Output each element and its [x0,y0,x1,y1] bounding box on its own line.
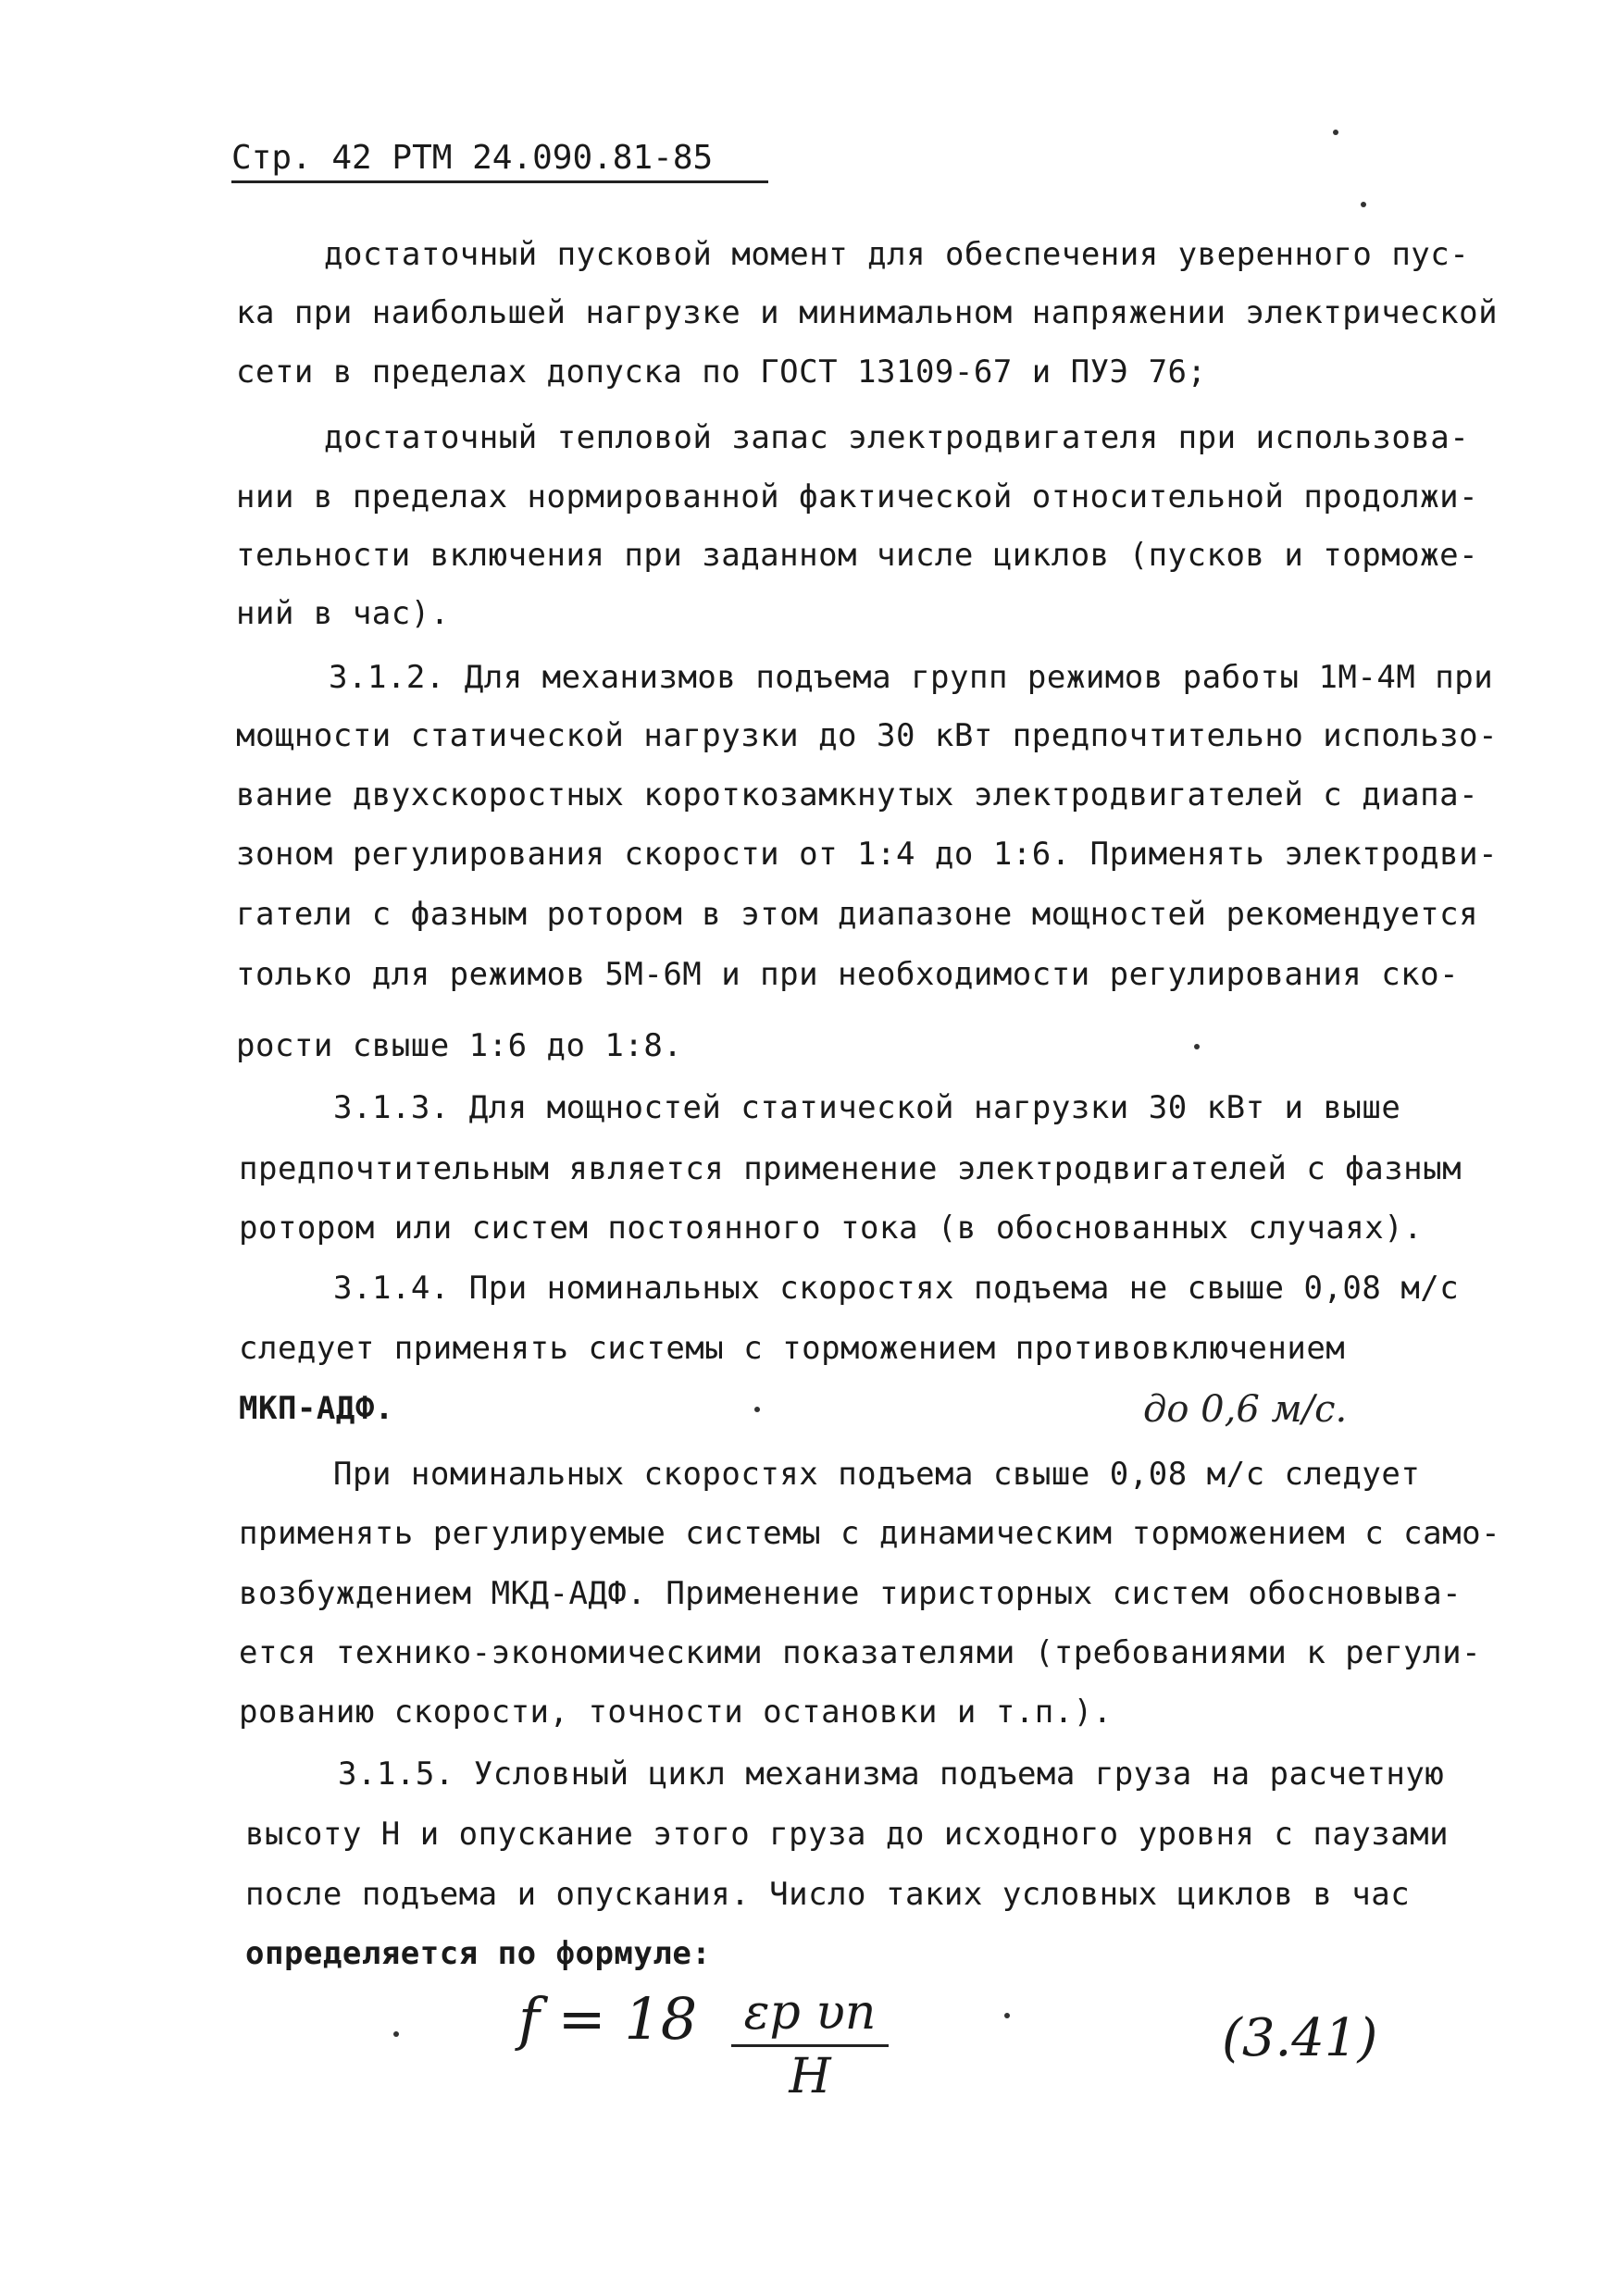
text-line: ка при наибольшей нагрузке и минимальном напряжении электрической [236,294,1499,331]
text-line: только для режимов 5М-6М и при необходимости регулирования ско- [236,956,1460,993]
text-line: применять регулируемые системы с динамическим торможением с само- [239,1515,1501,1552]
text-line: 3.1.5. Условный цикл механизма подъема груза на расчетную [338,1756,1445,1793]
text-line: определяется по формуле: [245,1935,712,1972]
formula-numerator: εр υп [731,1985,889,2047]
scan-speck [1194,1044,1200,1049]
text-line: нии в пределах нормированной фактической относительной продолжи- [236,478,1479,515]
text-line: тельности включения при заданном числе циклов (пусков и торможе- [236,537,1479,574]
formula-number: (3.41) [1222,2008,1378,2068]
page-header: Стр. 42 РТМ 24.090.81-85 [231,139,768,183]
formula-denominator: H [789,2049,831,2104]
scan-speck [1004,2013,1010,2018]
text-line: При номинальных скоростях подъема свыше 0,08 м/с следует [333,1456,1421,1493]
text-line: возбуждением МКД-АДФ. Применение тиристорных систем обосновыва- [239,1575,1462,1612]
text-line: высоту Н и опускание этого груза до исходного уровня с паузами [245,1816,1450,1853]
text-line: следует применять системы с торможением противовключением [239,1330,1346,1367]
text-line: ется технико-экономическими показателями (требованиями к регули- [239,1634,1482,1671]
scan-speck [1333,130,1338,135]
text-line: мощности статической нагрузки до 30 кВт предпочтительно использо- [236,717,1499,754]
text-line: рованию скорости, точности остановки и т.п.). [239,1694,1113,1731]
text-line: 3.1.3. Для мощностей статической нагрузки 30 кВт и выше [333,1089,1401,1126]
scan-speck [1361,202,1366,207]
formula-fraction [731,1985,889,2104]
text-line: МКП-АДФ. [239,1390,394,1427]
text-line: достаточный пусковой момент для обеспечения уверенного пус- [324,236,1470,273]
text-line: ротором или систем постоянного тока (в обоснованных случаях). [239,1210,1424,1247]
text-line: предпочтительным является применение электродвигателей с фазным [239,1150,1462,1187]
text-line: 3.1.4. При номинальных скоростях подъема не свыше 0,08 м/с [333,1270,1460,1307]
text-line: достаточный тепловой запас электродвигателя при использова- [324,419,1470,456]
formula-lhs: f = 18 [518,1985,698,2053]
text-line: гатели с фазным ротором в этом диапазоне мощностей рекомендуется [236,896,1479,933]
text-line: зоном регулирования скорости от 1:4 до 1:6. Применять электродви- [236,836,1499,873]
text-line: рости свыше 1:6 до 1:8. [236,1027,683,1064]
text-line: вание двухскоростных короткозамкнутых электродвигателей с диапа- [236,776,1479,813]
handwritten-note: до 0,6 м/с. [1143,1388,1348,1431]
scan-speck [393,2031,399,2037]
text-line: 3.1.2. Для механизмов подъема групп режимов работы 1М-4М при [329,659,1494,696]
text-line: ний в час). [236,595,450,632]
scan-speck [754,1407,760,1412]
text-line: сети в пределах допуска по ГОСТ 13109-67 и ПУЭ 76; [236,354,1207,391]
text-line: после подъема и опускания. Число таких условных циклов в час [245,1876,1411,1913]
